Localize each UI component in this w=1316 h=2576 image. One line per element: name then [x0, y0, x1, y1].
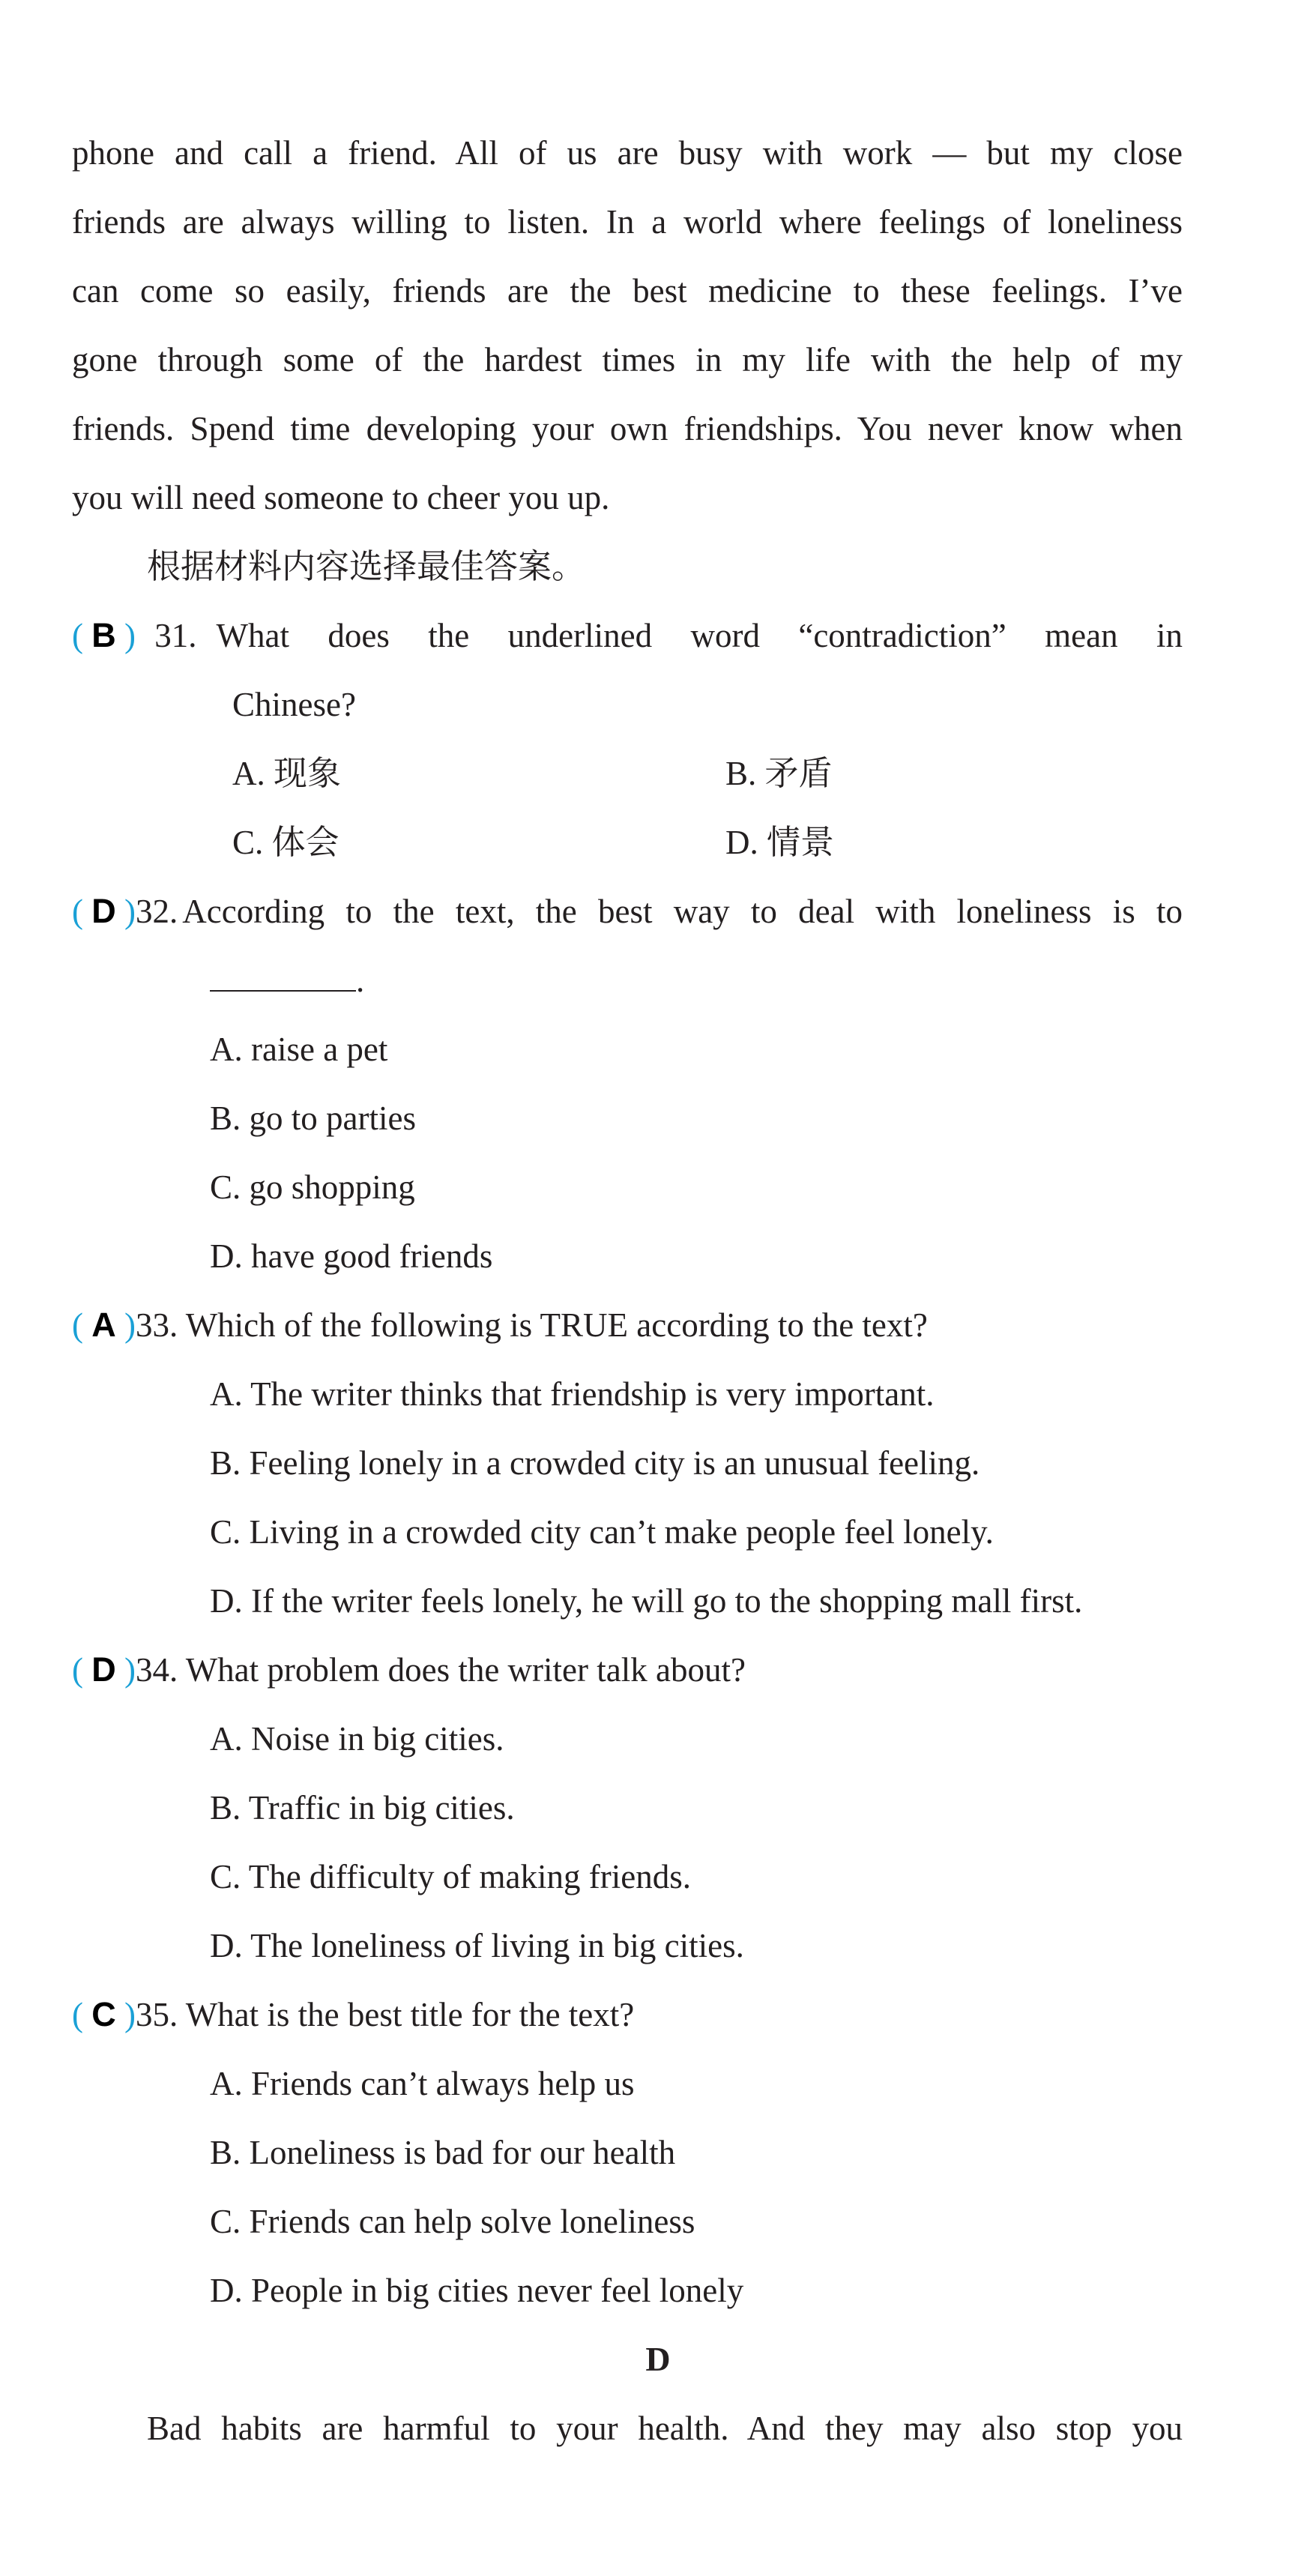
option-c: C. go shopping: [210, 1168, 415, 1206]
option-a: A. Friends can’t always help us: [210, 2065, 635, 2102]
passage-line: friends. Spend time developing your own friendships. You never know when: [72, 410, 1183, 447]
option-c: C. Friends can help solve loneliness: [210, 2203, 695, 2240]
option-b: B. 矛盾: [725, 755, 833, 792]
section-heading: D: [645, 2340, 671, 2378]
question-text: What is the best title for the text?: [185, 1996, 635, 2033]
option-c: C. Living in a crowded city can’t make people feel lonely.: [210, 1513, 994, 1551]
answer-letter: A: [91, 1306, 116, 1344]
option-a: A. raise a pet: [210, 1031, 388, 1068]
answer-marker: ( D ): [72, 892, 136, 930]
option-a: A. 现象: [232, 755, 341, 792]
answer-marker: ( C ): [72, 1995, 136, 2033]
question-number: 32.: [136, 893, 178, 930]
question-text: What problem does the writer talk about?: [185, 1651, 746, 1689]
question-34: [72, 1647, 1183, 1692]
question-35: [72, 1992, 1183, 2037]
answer-marker: ( A ): [72, 1306, 136, 1344]
option-a: A. Noise in big cities.: [210, 1720, 504, 1758]
option-c: C. 体会: [232, 824, 339, 861]
option-d: D. If the writer feels lonely, he will go to the shopping mall first.: [210, 1582, 1083, 1620]
option-d: D. have good friends: [210, 1237, 493, 1275]
passage-line: friends are always willing to listen. In a world where feelings of loneliness: [72, 203, 1183, 241]
question-number: 33.: [136, 1306, 178, 1344]
option-d: D. People in big cities never feel lonely: [210, 2272, 744, 2309]
question-text: According to the text, the best way to deal with loneliness is to: [182, 893, 1183, 930]
answer-blank: .: [210, 958, 364, 1003]
answer-letter: B: [91, 616, 116, 654]
instruction-text: 根据材料内容选择最佳答案。: [147, 548, 586, 585]
question-text: What does the underlined word “contradiction” mean in: [216, 617, 1183, 654]
passage-line: can come so easily, friends are the best medicine to these feelings. I’ve: [72, 272, 1183, 310]
option-b: B. Loneliness is bad for our health: [210, 2134, 676, 2171]
answer-letter: C: [91, 1995, 116, 2033]
option-b: B. Feeling lonely in a crowded city is an unusual feeling.: [210, 1444, 980, 1482]
question-text-continued: Chinese?: [232, 686, 356, 723]
passage-line: phone and call a friend. All of us are busy with work — but my close: [72, 134, 1183, 172]
option-d: D. The loneliness of living in big cities.: [210, 1927, 744, 1964]
passage-line: you will need someone to cheer you up.: [72, 479, 610, 516]
question-32: [72, 889, 1183, 934]
option-b: B. go to parties: [210, 1100, 416, 1137]
question-number: 35.: [136, 1996, 178, 2033]
question-text: Which of the following is TRUE according to the text?: [185, 1306, 928, 1344]
blank-line: [210, 960, 356, 992]
option-d: D. 情景: [725, 824, 834, 861]
question-number: 34.: [136, 1651, 178, 1689]
answer-marker: ( B ): [72, 616, 136, 654]
question-number: 31.: [154, 617, 197, 654]
answer-marker: ( D ): [72, 1650, 136, 1689]
answer-letter: D: [91, 892, 116, 930]
question-31-head: [72, 613, 197, 658]
question-32-head: [72, 889, 178, 934]
next-passage-line: Bad habits are harmful to your health. And they may also stop you: [147, 2410, 1183, 2447]
option-b: B. Traffic in big cities.: [210, 1789, 515, 1827]
option-a: A. The writer thinks that friendship is very important.: [210, 1375, 935, 1413]
question-31: [72, 613, 1183, 658]
question-33: [72, 1303, 1183, 1348]
passage-line: gone through some of the hardest times in my life with the help of my: [72, 341, 1183, 378]
answer-letter: D: [91, 1650, 116, 1689]
option-c: C. The difficulty of making friends.: [210, 1858, 691, 1895]
